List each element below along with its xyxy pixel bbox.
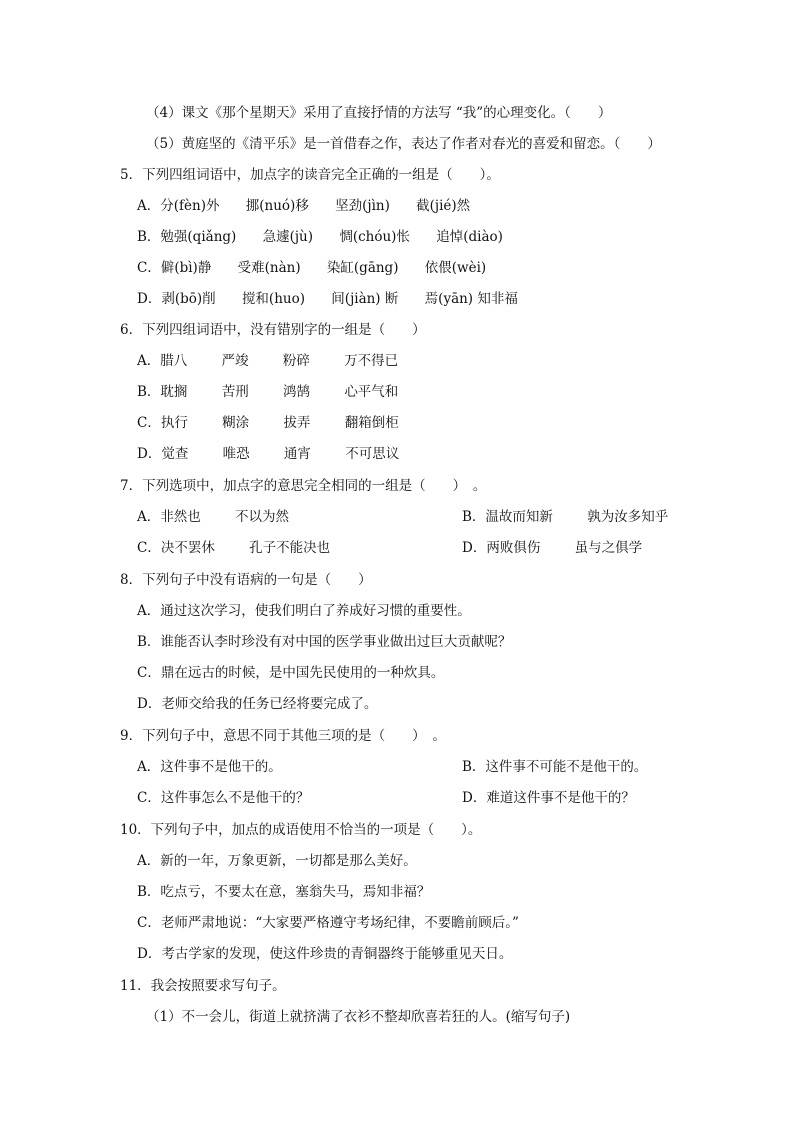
term: D．两败俱伤 [462,540,541,556]
q9-stem: 9．下列句子中，意思不同于其他三项的是（ ） 。 [120,728,446,744]
term: 翻箱倒柜 [344,415,399,431]
q10-stem: 10．下列句子中，加点的成语使用不恰当的一项是（ ）。 [120,822,482,838]
q11-sub-1: （1）不一会儿，街道上就挤满了衣衫不整却欣喜若狂的人。(缩写句子) [146,1009,571,1025]
q9-option-a: A．这件事不是他干的。 [137,759,282,775]
q10-option-a: A．新的一年，万象更新，一切都是那么美好。 [137,853,417,869]
q6-option-a [137,351,398,371]
q5-option-c [137,258,486,278]
term: 坚劲(jìn) [335,198,390,214]
q7-stem: 7．下列选项中，加点字的意思完全相同的一组是（ ） 。 [120,478,487,494]
q5-stem: 5．下列四组词语中，加点字的读音完全正确的一组是（ ）。 [120,167,500,183]
q10-option-b: B．吃点亏，不要太在意，塞翁失马，焉知非福？ [137,884,431,900]
term: B．耽搁 [137,384,188,400]
q7-option-b [462,507,668,527]
term: 拔弄 [283,415,311,431]
term: A．非然也 [137,509,201,525]
term: 唯恐 [222,446,250,462]
q10-option-d: D．考古学家的发现，使这件珍贵的青铜器终于能够重见天日。 [137,946,513,962]
term: 苦刑 [221,384,249,400]
q5-option-d [137,289,518,309]
term: 截(jié)然 [416,198,471,214]
q10-option-c: C．老师严肃地说：“大家要严格遵守考场纪律，不要瞻前顾后。” [137,915,519,931]
item-4: （4）课文《那个星期天》采用了直接抒情的方法写 “我”的心理变化。（ ） [146,105,612,121]
term: B．勉强(qiǎng) [137,229,237,245]
q9-option-d: D．难道这件事不是他干的？ [462,790,635,806]
term: 急遽(jù) [262,229,314,245]
q6-option-b [137,382,398,402]
term: 糊涂 [222,415,250,431]
term: 依偎(wèi) [424,260,487,276]
term: 不可思议 [345,446,400,462]
q7-option-c [137,538,330,558]
term: 惆(chóu)怅 [339,229,410,245]
q5-option-b [137,227,503,247]
term: B．温故而知新 [462,509,553,525]
term: 不以为然 [235,509,290,525]
term: 鸿鹄 [283,384,311,400]
term: C．执行 [137,415,188,431]
q8-option-a: A．通过这次学习，使我们明白了养成好习惯的重要性。 [137,603,471,619]
q7-option-d [462,538,642,558]
q6-option-d [137,444,399,464]
term: 孔子不能决也 [249,540,331,556]
term: 间(jiàn) 断 [331,291,399,307]
term: 染缸(gāng) [326,260,399,276]
term: 焉(yān) 知非福 [424,291,518,307]
term: A．分(fèn)外 [137,198,220,214]
q8-option-d: D．老师交给我的任务已经将要完成了。 [137,696,378,712]
q8-option-c: C．鼎在远古的时候，是中国先民使用的一种炊具。 [137,665,445,681]
item-5: （5）黄庭坚的《清平乐》是一首借春之作，表达了作者对春光的喜爱和留恋。（ ） [146,136,661,152]
term: 粉碎 [282,353,310,369]
term: 严竣 [221,353,249,369]
term: 心平气和 [344,384,399,400]
term: 挪(nuó)移 [245,198,309,214]
term: D．剥(bō)削 [137,291,216,307]
term: 孰为汝多知乎 [587,509,669,525]
q7-option-a [137,507,289,527]
term: C．决不罢休 [137,540,215,556]
q11-stem: 11．我会按照要求写句子。 [120,978,286,994]
term: D．觉查 [137,446,189,462]
q5-option-a [137,196,470,216]
term: C．僻(bì)静 [137,260,212,276]
term: 万不得已 [344,353,399,369]
q8-stem: 8．下列句子中没有语病的一句是（ ） [120,572,372,588]
term: 受难(nàn) [237,260,301,276]
q9-option-b: B．这件事不可能不是他干的。 [462,759,648,775]
q6-stem: 6．下列四组词语中，没有错别字的一组是（ ） [120,322,426,338]
term: 搅和(huo) [241,291,305,307]
q8-option-b: B．谁能否认李时珍没有对中国的医学事业做出过巨大贡献呢？ [137,634,512,650]
term: 追悼(diào) [436,229,503,245]
term: A．腊八 [137,353,188,369]
q9-option-c: C．这件事怎么不是他干的？ [137,790,310,806]
term: 通宵 [283,446,311,462]
term: 虽与之俱学 [574,540,643,556]
q6-option-c [137,413,399,433]
